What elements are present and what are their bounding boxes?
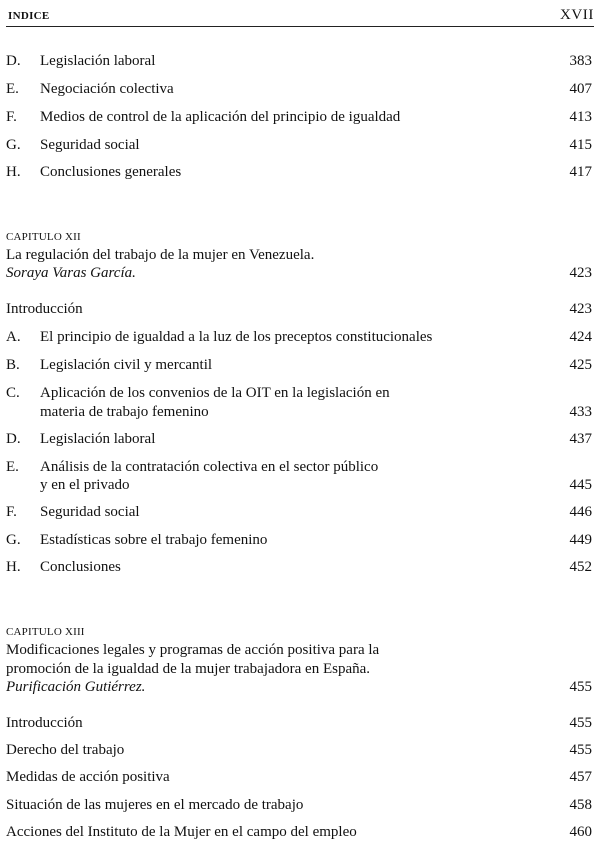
- entry-page: 452: [569, 559, 592, 575]
- chapter-title: La regulación del trabajo de la mujer en Venezuela.: [6, 247, 315, 263]
- entry-title: Introducción: [6, 301, 83, 317]
- entry-title: Medios de control de la aplicación del principio de igualdad: [40, 109, 401, 125]
- entry-title: Derecho del trabajo: [6, 742, 125, 758]
- entry-letter: F.: [6, 504, 17, 520]
- header-page-number: XVII: [559, 7, 594, 23]
- chapter-label: CAPITULO XIII: [6, 626, 85, 638]
- chapter-label: CAPITULO XII: [6, 231, 81, 243]
- entry-page: 425: [569, 357, 592, 373]
- entry-title: Acciones del Instituto de la Mujer en el campo del empleo: [6, 824, 357, 840]
- entry-letter: C.: [6, 385, 20, 401]
- entry-page: 415: [569, 137, 592, 153]
- entry-page: 437: [569, 431, 592, 447]
- entry-page: 458: [569, 797, 592, 813]
- entry-letter: A.: [6, 329, 21, 345]
- entry-letter: H.: [6, 559, 21, 575]
- entry-page: 457: [569, 769, 592, 785]
- entry-letter: E.: [6, 459, 19, 475]
- entry-title-line2: materia de trabajo femenino: [40, 404, 209, 420]
- chapter-page: 423: [569, 265, 592, 281]
- entry-page: 446: [569, 504, 592, 520]
- entry-letter: G.: [6, 532, 21, 548]
- entry-letter: F.: [6, 109, 17, 125]
- entry-title: Legislación laboral: [40, 53, 156, 69]
- entry-page: 413: [569, 109, 592, 125]
- entry-letter: G.: [6, 137, 21, 153]
- entry-page: 383: [569, 53, 592, 69]
- entry-page: 407: [569, 81, 592, 97]
- entry-title: Seguridad social: [40, 137, 140, 153]
- header-title: INDICE: [8, 10, 50, 22]
- entry-title: Seguridad social: [40, 504, 140, 520]
- chapter-title: Modificaciones legales y programas de acción positiva para la: [6, 642, 380, 658]
- entry-page: 460: [569, 824, 592, 840]
- entry-title: Situación de las mujeres en el mercado de trabajo: [6, 797, 304, 813]
- entry-page: 417: [569, 164, 592, 180]
- entry-page: 433: [569, 404, 592, 420]
- entry-title: Legislación laboral: [40, 431, 156, 447]
- entry-letter: E.: [6, 81, 19, 97]
- entry-letter: H.: [6, 164, 21, 180]
- entry-title: Conclusiones: [40, 559, 121, 575]
- entry-title: El principio de igualdad a la luz de los preceptos constitucionales: [40, 329, 433, 345]
- chapter-page: 455: [569, 679, 592, 695]
- entry-title-line2: y en el privado: [40, 477, 130, 493]
- entry-page: 455: [569, 742, 592, 758]
- entry-letter: B.: [6, 357, 20, 373]
- entry-page: 424: [569, 329, 592, 345]
- entry-page: 455: [569, 715, 592, 731]
- entry-letter: D.: [6, 431, 21, 447]
- entry-title: Introducción: [6, 715, 83, 731]
- entry-title: Aplicación de los convenios de la OIT en la legislación en: [40, 385, 390, 401]
- chapter-author: Purificación Gutiérrez.: [6, 679, 146, 695]
- entry-title: Estadísticas sobre el trabajo femenino: [40, 532, 268, 548]
- entry-page: 423: [569, 301, 592, 317]
- entry-page: 445: [569, 477, 592, 493]
- page-header: [6, 6, 594, 27]
- chapter-author: Soraya Varas García.: [6, 265, 136, 281]
- entry-title: Legislación civil y mercantil: [40, 357, 213, 373]
- entry-page: 449: [569, 532, 592, 548]
- entry-title: Conclusiones generales: [40, 164, 182, 180]
- entry-title: Medidas de acción positiva: [6, 769, 170, 785]
- chapter-title-line2: promoción de la igualdad de la mujer trabajadora en España.: [6, 661, 371, 677]
- entry-letter: D.: [6, 53, 21, 69]
- entry-title: Negociación colectiva: [40, 81, 174, 97]
- entry-title: Análisis de la contratación colectiva en el sector público: [40, 459, 379, 475]
